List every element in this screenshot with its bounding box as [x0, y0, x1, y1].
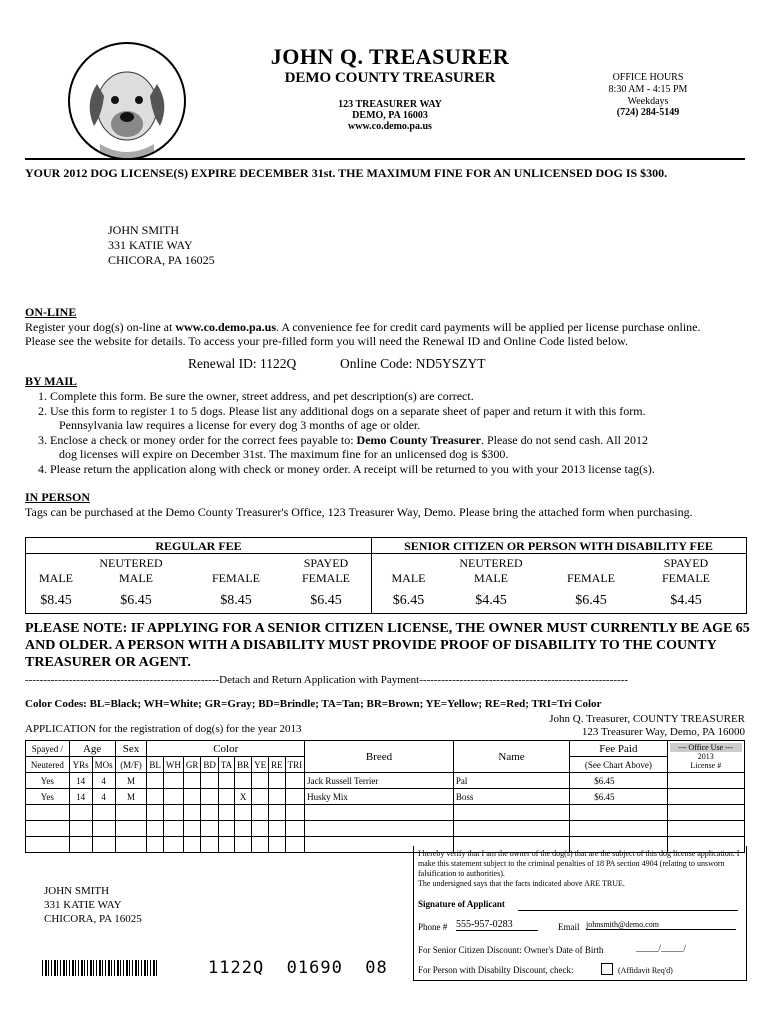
row2-license	[667, 789, 744, 805]
row1-bd[interactable]	[201, 773, 219, 789]
color-codes: Color Codes: BL=Black; WH=White; GR=Gray; BD=Brindle; TA=Tan; BR=Brown; YE=Yellow; RE=Red; TRI=Tri Color	[25, 698, 602, 710]
fee-regular-spayed-female: $6.45	[310, 593, 342, 608]
recipient-city: CHICORA, PA 16025	[108, 253, 215, 267]
row2-yrs[interactable]: 14	[69, 789, 92, 805]
application-table	[25, 740, 745, 853]
row1-gr[interactable]	[183, 773, 201, 789]
table-row[interactable]	[26, 821, 745, 837]
office-address-street: 123 TREASURER WAY	[338, 99, 442, 110]
page-subtitle: DEMO COUNTY TREASURER	[284, 70, 496, 86]
senior-female-label: FEMALE	[567, 571, 615, 585]
affidavit-note: (Affidavit Req'd)	[618, 966, 673, 975]
fee-table	[25, 537, 747, 614]
row2-fee[interactable]: $6.45	[570, 789, 667, 805]
row2-bl[interactable]	[147, 789, 164, 805]
col-sex: Sex	[115, 741, 147, 757]
mail-step-3	[38, 433, 758, 448]
return-address	[44, 884, 142, 926]
expiry-notice: YOUR 2012 DOG LICENSE(S) EXPIRE DECEMBER 31st. THE MAXIMUM FINE FOR AN UNLICENSED DOG IS $300.	[25, 166, 668, 180]
payee-name: Demo County Treasurer	[356, 432, 481, 447]
mail-step-2: 2. Use this form to register 1 to 5 dogs. Please list any additional dogs on a separate sheet of paper and return it with this form.	[38, 403, 646, 418]
page-title: JOHN Q. TREASURER	[270, 44, 510, 69]
fee-senior-female: $6.45	[575, 593, 607, 608]
recipient-address	[108, 223, 215, 268]
office-hours-days: Weekdays	[627, 96, 669, 107]
app-header-row-1	[26, 741, 745, 757]
row2-breed[interactable]: Husky Mix	[305, 789, 454, 805]
row2-gr[interactable]	[183, 789, 201, 805]
online-heading: ON-LINE	[25, 305, 77, 319]
dog-icon	[70, 44, 184, 158]
fee-regular-neutered-male: $6.45	[120, 593, 152, 608]
phone-field[interactable]: 555-957-0283	[456, 919, 538, 931]
senior-neutered-male-label: MALE	[474, 571, 508, 585]
col-yrs: YRs	[69, 757, 92, 773]
fee-regular-male: $8.45	[40, 593, 72, 608]
row1-wh[interactable]	[163, 773, 183, 789]
senior-note: PLEASE NOTE: IF APPLYING FOR A SENIOR CITIZEN LICENSE, THE OWNER MUST CURRENTLY BE AGE 65 AND OLDER. A PERSON WITH A DISABILITY MUST PROVIDE PROOF OF DISABILITY TO THE COUNTY TREASURER OR AGENT.	[25, 621, 750, 670]
mail-step-4: 4. Please return the application along with check or money order. A receipt will be returned to you with your 2013 license tag(s).	[38, 461, 655, 476]
regular-spayed-label: SPAYED	[303, 556, 349, 570]
header-divider	[25, 158, 745, 160]
col-color-ta: TA	[218, 757, 234, 773]
row1-mos[interactable]: 4	[92, 773, 115, 789]
col-name: Name	[453, 741, 569, 773]
mail-step-3-cont: dog licenses will expire on December 31st. The maximum fine for an unlicensed dog is $300.	[59, 447, 509, 461]
col-color-br: BR	[235, 757, 252, 773]
row1-spayed[interactable]: Yes	[26, 773, 70, 789]
verification-text: I hereby verify that I am the owner of the dog(s) that are the subject of this dog license application. I make this statement subject to the criminal penalties of 18 PA section 4904 (relating to unsworn falsification to authorities).	[418, 849, 740, 878]
dog-logo	[68, 42, 186, 160]
col-fee-sub: (See Chart Above)	[570, 757, 667, 773]
return-street: 331 KATIE WAY	[44, 899, 122, 911]
barcode	[42, 960, 158, 976]
office-use-license: License #	[690, 761, 722, 770]
col-color-ye: YE	[252, 757, 269, 773]
detach-line: -----------------------------------------------------Detach and Return Application with Payment---------------------------------------------------------	[25, 674, 629, 686]
phone-label: Phone #	[418, 922, 448, 932]
senior-neutered-label: NEUTERED	[459, 556, 523, 570]
office-phone: (724) 284-5149	[616, 107, 680, 118]
verification-box	[413, 846, 747, 981]
regular-neutered-label: NEUTERED	[99, 556, 163, 570]
office-hours-label: OFFICE HOURS	[612, 72, 684, 83]
return-name: JOHN SMITH	[44, 885, 110, 897]
online-line1	[25, 320, 755, 335]
online-line2: Please see the website for details. To access your pre-filled form you will need the Renewal ID and Online Code listed below.	[25, 334, 628, 348]
col-age: Age	[69, 741, 115, 757]
senior-spayed-label: SPAYED	[663, 556, 709, 570]
fee-senior-neutered-male: $4.45	[475, 593, 507, 608]
verification-true: The undersigned says that the facts indicated above ARE TRUE.	[418, 879, 625, 888]
signature-line[interactable]	[518, 910, 738, 911]
row1-name[interactable]: Pal	[453, 773, 569, 789]
senior-discount-label: For Senior Citizen Discount: Owner's Date of Birth	[418, 945, 604, 955]
senior-fee-title: SENIOR CITIZEN OR PERSON WITH DISABILITY FEE	[404, 539, 713, 553]
office-hours-time: 8:30 AM - 4:15 PM	[608, 84, 688, 95]
row2-re[interactable]	[269, 789, 286, 805]
row2-sex[interactable]: M	[115, 789, 147, 805]
regular-spayed-female-label: FEMALE	[302, 571, 350, 585]
regular-neutered-male-label: MALE	[119, 571, 153, 585]
row1-tri[interactable]	[285, 773, 305, 789]
row2-bd[interactable]	[201, 789, 219, 805]
disability-checkbox[interactable]	[601, 963, 613, 975]
dob-field[interactable]: _____/_____/	[636, 943, 687, 953]
table-row[interactable]	[26, 789, 745, 805]
in-person-text: Tags can be purchased at the Demo County Treasurer's Office, 123 Treasurer Way, Demo. Please bring the attached form when purchasing.	[25, 505, 693, 519]
mail-step-2-cont: Pennsylvania law requires a license for every dog 3 months of age or older.	[59, 418, 421, 432]
mail-step-1: 1. Complete this form. Be sure the owner, street address, and pet description(s) are correct.	[38, 389, 474, 403]
col-fee: Fee Paid	[570, 741, 667, 757]
mail-step-3-text2: . Please do not send cash. All 2012	[480, 432, 648, 447]
fee-senior-spayed-female: $4.45	[670, 593, 702, 608]
col-color-tri: TRI	[285, 757, 305, 773]
row1-ye[interactable]	[252, 773, 269, 789]
email-field[interactable]: johnsmith@demo.com	[586, 920, 736, 930]
col-color-gr: GR	[183, 757, 201, 773]
row2-mos[interactable]: 4	[92, 789, 115, 805]
row1-yrs[interactable]: 14	[69, 773, 92, 789]
recipient-street: 331 KATIE WAY	[108, 238, 193, 252]
row2-br[interactable]: X	[235, 789, 252, 805]
treasurer-name: John Q. Treasurer, COUNTY TREASURER	[549, 713, 745, 725]
row1-bl[interactable]	[147, 773, 164, 789]
regular-male-label: MALE	[39, 571, 73, 585]
regular-female-label: FEMALE	[212, 571, 260, 585]
col-office-use	[667, 741, 744, 773]
email-label: Email	[558, 922, 580, 932]
online-code: Online Code: ND5YSZYT	[340, 356, 486, 371]
row2-wh[interactable]	[163, 789, 183, 805]
fee-senior-male: $6.45	[392, 593, 425, 608]
recipient-name: JOHN SMITH	[108, 223, 180, 237]
mail-heading: BY MAIL	[25, 374, 77, 388]
treasurer-address: 123 Treasurer Way, Demo, PA 16000	[581, 726, 745, 738]
row1-license	[667, 773, 744, 789]
fee-regular-female: $8.45	[220, 593, 252, 608]
row2-ta[interactable]	[218, 789, 234, 805]
col-color-bl: BL	[147, 757, 164, 773]
col-color-wh: WH	[163, 757, 183, 773]
disability-discount-label: For Person with Disabilty Discount, check:	[418, 965, 574, 975]
table-row[interactable]	[26, 805, 745, 821]
mail-instructions	[38, 389, 758, 476]
row1-re[interactable]	[269, 773, 286, 789]
row2-ye[interactable]	[252, 789, 269, 805]
in-person-heading: IN PERSON	[25, 490, 91, 504]
regular-fee-title: REGULAR FEE	[155, 539, 242, 553]
online-website-link[interactable]: www.co.demo.pa.us	[175, 320, 276, 334]
col-mf: (M/F)	[115, 757, 147, 773]
col-mos: MOs	[92, 757, 115, 773]
office-use-year: 2013	[697, 752, 714, 761]
row2-name[interactable]: Boss	[453, 789, 569, 805]
table-row[interactable]	[26, 773, 745, 789]
office-website: www.co.demo.pa.us	[348, 121, 432, 132]
return-city: CHICORA, PA 16025	[44, 913, 142, 925]
barcode-number: 1122Q 01690 08	[208, 958, 388, 978]
col-color: Color	[147, 741, 305, 757]
mail-step-3-text: 3. Enclose a check or money order for the correct fees payable to:	[38, 432, 357, 447]
row2-spayed[interactable]: Yes	[26, 789, 70, 805]
application-title: APPLICATION for the registration of dog(s) for the year 2013	[25, 723, 302, 735]
col-spayed: Spayed /	[26, 741, 70, 757]
renewal-id: Renewal ID: 1122Q	[188, 356, 297, 371]
signature-label: Signature of Applicant	[418, 899, 505, 909]
row1-ta[interactable]	[218, 773, 234, 789]
senior-male-label: MALE	[391, 571, 426, 585]
row1-br[interactable]	[235, 773, 252, 789]
office-use-label: --- Office Use ---	[670, 743, 742, 752]
col-neutered: Neutered	[26, 757, 70, 773]
online-text: Register your dog(s) on-line at	[25, 320, 176, 334]
row1-sex[interactable]: M	[115, 773, 147, 789]
col-breed: Breed	[305, 741, 454, 773]
row1-breed[interactable]: Jack Russell Terrier	[305, 773, 454, 789]
senior-spayed-female-label: FEMALE	[662, 571, 710, 585]
col-color-bd: BD	[201, 757, 219, 773]
row2-tri[interactable]	[285, 789, 305, 805]
col-color-re: RE	[269, 757, 286, 773]
online-text-fee: . A convenience fee for credit card payments will be applied per license purchase online.	[276, 320, 701, 334]
office-address-city: DEMO, PA 16003	[352, 110, 428, 121]
row1-fee[interactable]: $6.45	[570, 773, 667, 789]
